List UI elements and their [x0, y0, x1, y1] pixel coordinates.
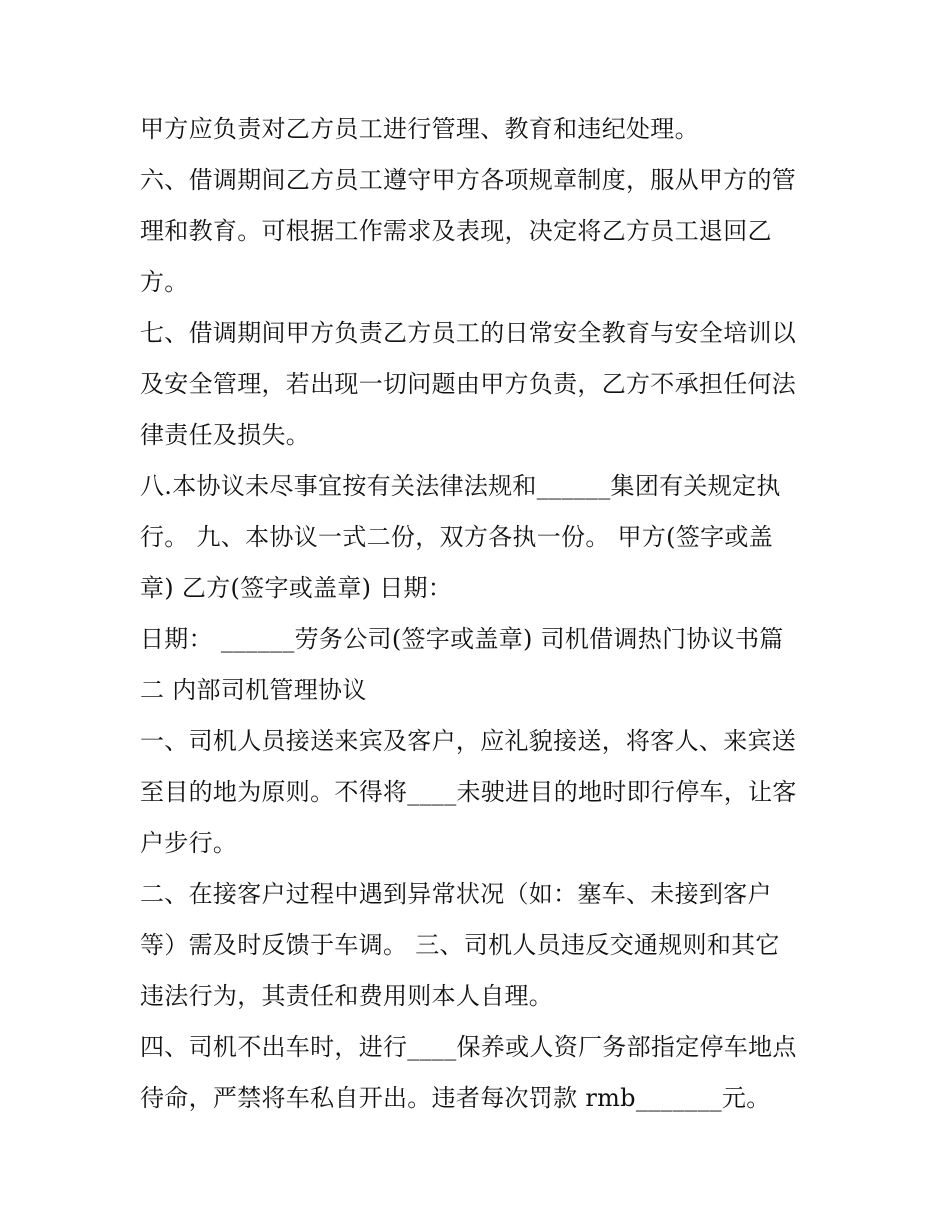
text-line: 八.本协议未尽事宜按有关法律法规和______集团有关规定执	[140, 472, 781, 500]
text-line: 违法行为，其责任和费用则本人自理。	[140, 982, 554, 1010]
text-line: 二 内部司机管理协议	[140, 676, 367, 704]
text-line: 及安全管理，若出现一切问题由甲方负责，乙方不承担任何法	[140, 370, 797, 398]
text-line: 一、司机人员接送来宾及客户，应礼貌接送，将客人、来宾送	[140, 727, 797, 755]
text-line: 户步行。	[140, 829, 238, 857]
text-line: 理和教育。可根据工作需求及表现，决定将乙方员工退回乙	[140, 217, 772, 245]
text-line: 日期： ______劳务公司(签字或盖章) 司机借调热门协议书篇	[140, 625, 784, 653]
text-line: 至目的地为原则。不得将____未驶进目的地时即行停车，让客	[140, 778, 797, 806]
text-line: 六、借调期间乙方员工遵守甲方各项规章制度，服从甲方的管	[140, 166, 797, 194]
text-line: 待命，严禁将车私自开出。违者每次罚款 rmb_______元。	[140, 1084, 771, 1112]
text-line: 二、在接客户过程中遇到异常状况（如：塞车、未接到客户	[140, 880, 772, 908]
text-line: 行。 九、本协议一式二份，双方各执一份。 甲方(签字或盖	[140, 523, 774, 551]
text-line: 等）需及时反馈于车调。 三、司机人员违反交通规则和其它	[140, 931, 780, 959]
text-line: 甲方应负责对乙方员工进行管理、教育和违纪处理。	[140, 115, 699, 143]
text-line: 七、借调期间甲方负责乙方员工的日常安全教育与安全培训以	[140, 319, 797, 347]
text-line: 方。	[140, 268, 189, 296]
text-line: 律责任及损失。	[140, 421, 311, 449]
document-body	[140, 104, 830, 1124]
text-line: 四、司机不出车时，进行____保养或人资厂务部指定停车地点	[140, 1033, 797, 1061]
text-line: 章) 乙方(签字或盖章) 日期：	[140, 574, 453, 602]
